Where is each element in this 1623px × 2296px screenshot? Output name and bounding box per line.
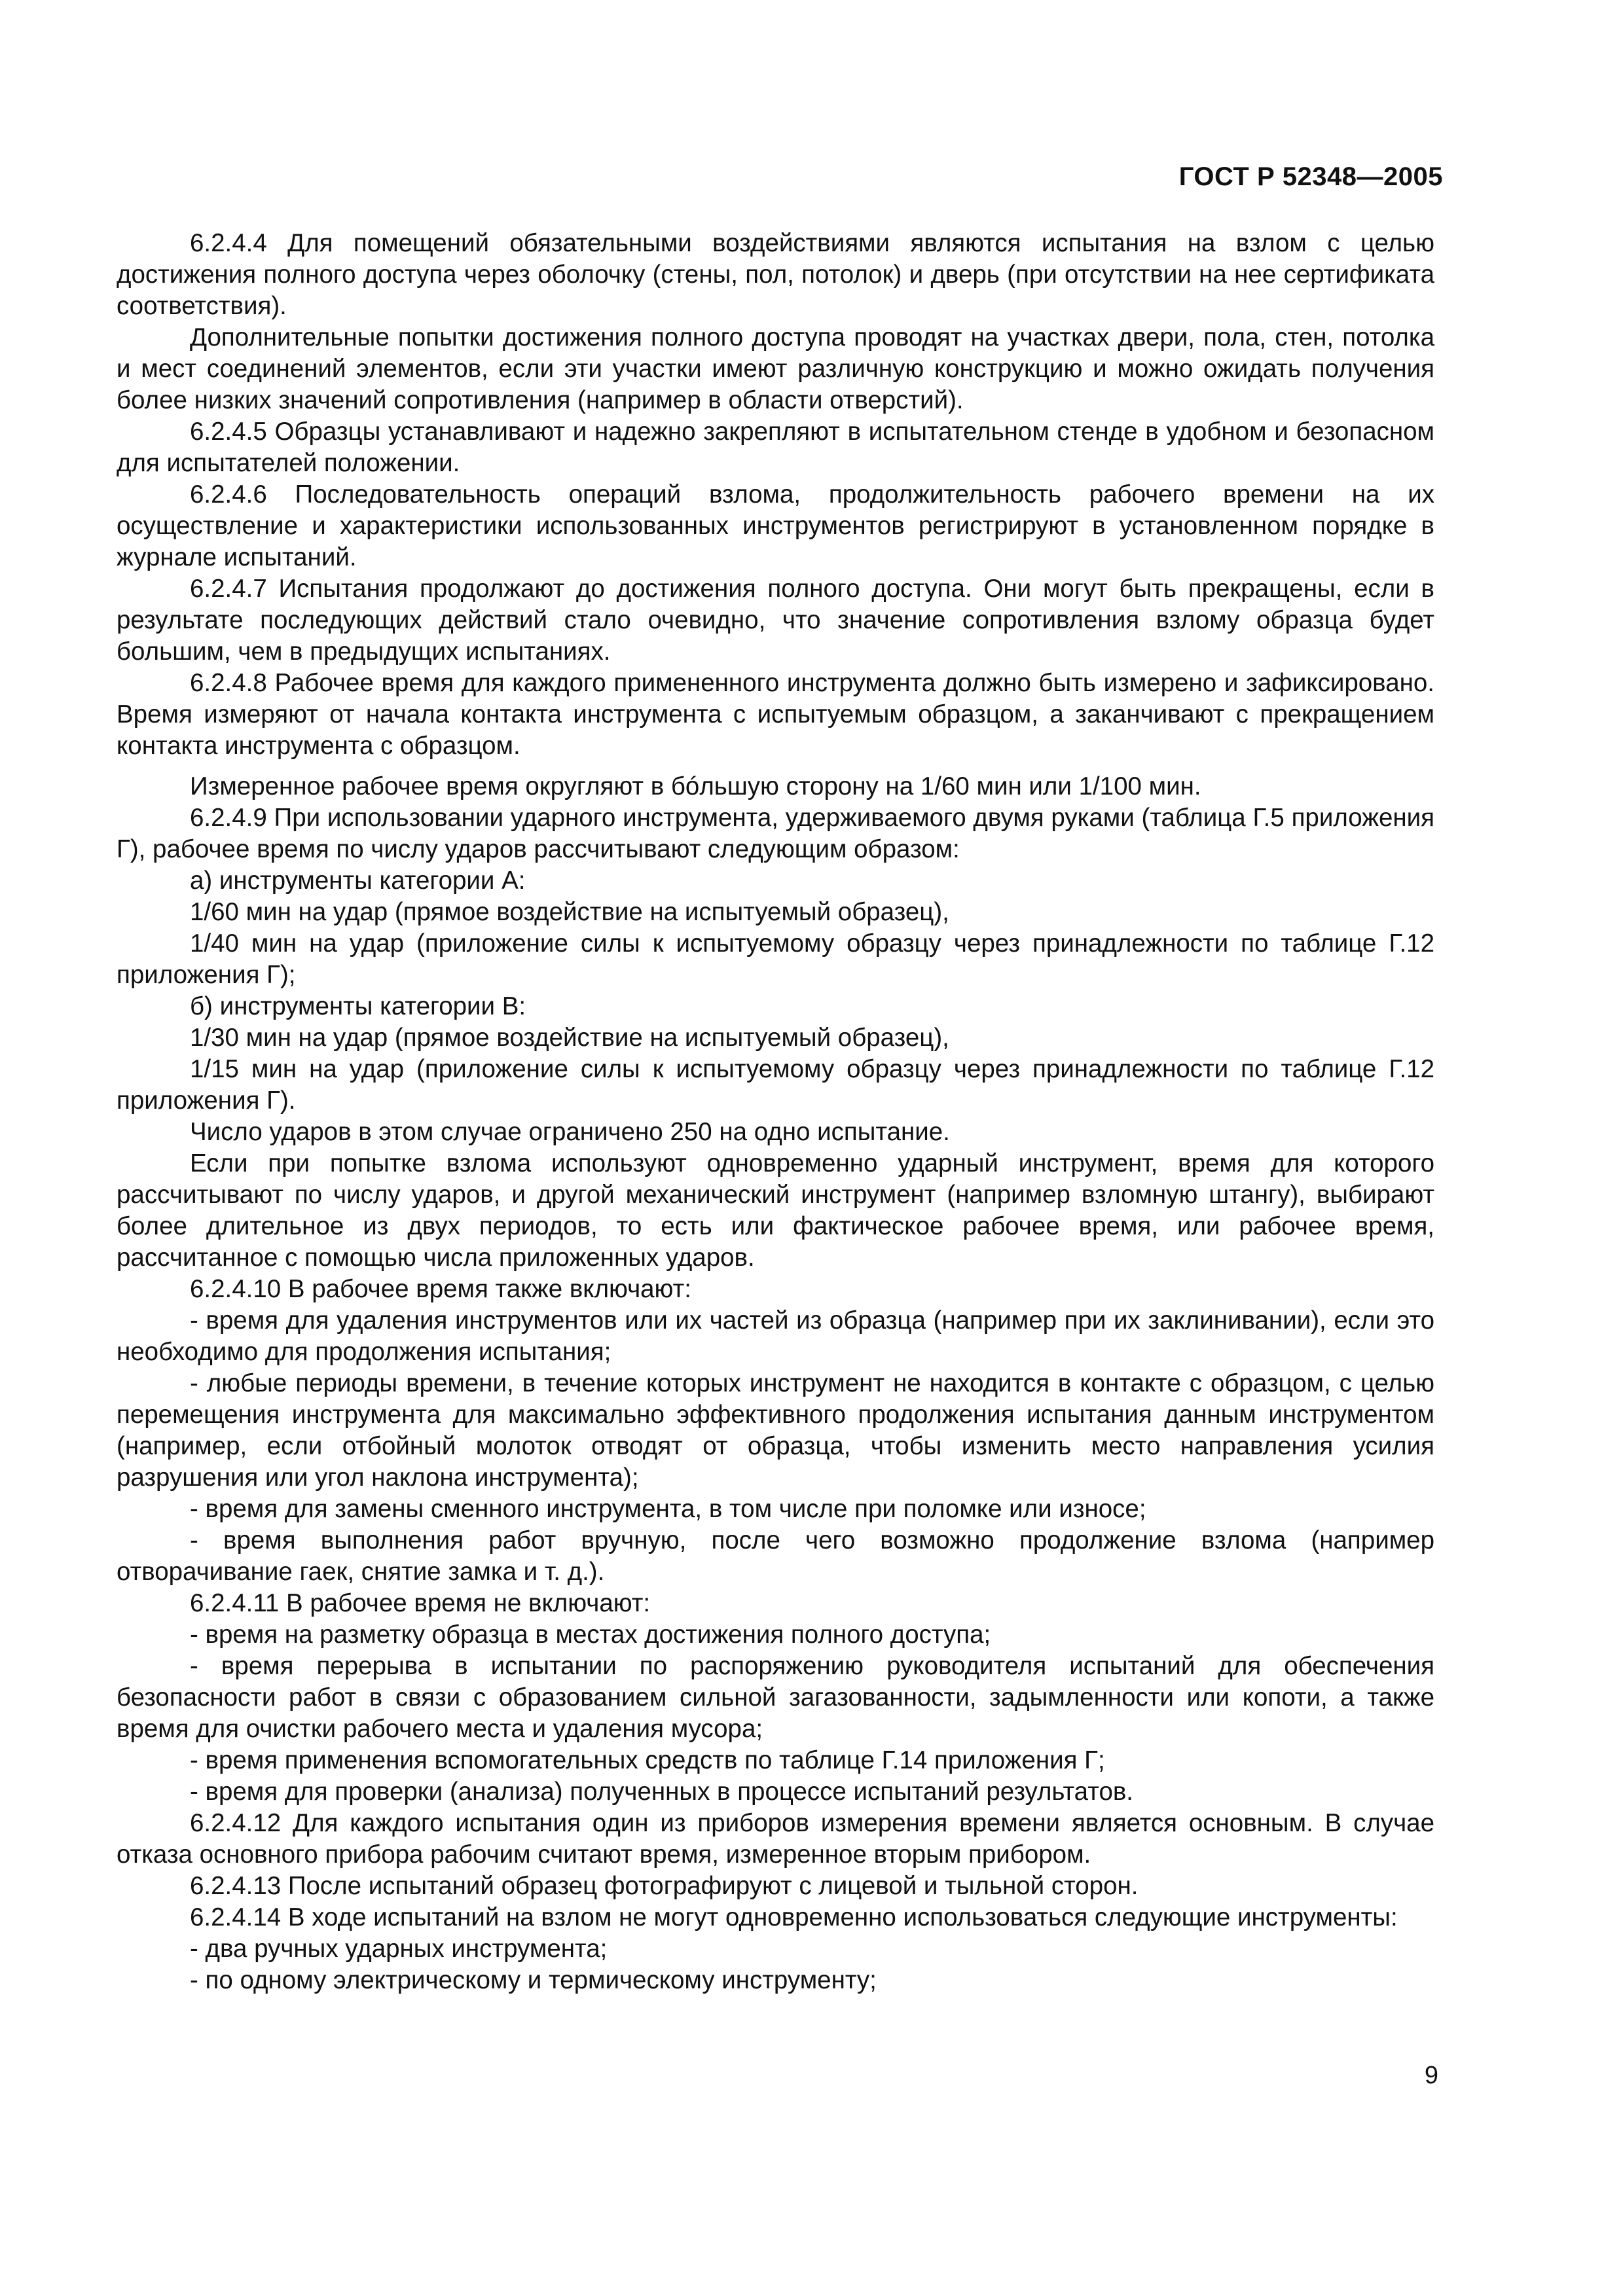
- page-number: 9: [1424, 2062, 1438, 2089]
- paragraph: 6.2.4.14 В ходе испытаний на взлом не могут одновременно использоваться следующие инструменты:: [190, 1903, 1398, 1931]
- document-body: [117, 228, 1434, 1996]
- list-item: а) инструменты категории А:: [190, 867, 526, 895]
- paragraph: 6.2.4.13 После испытаний образец фотографируют с лицевой и тыльной сторон.: [190, 1872, 1139, 1900]
- list-item: - любые периоды времени, в течение которых инструмент не находится в контакте с образцом, с целью перемещения инструмента для максимально эффективного продолжения испытания данным инструментом (например, если отбойный молоток отводят от образца, чтобы изменить место направления усилия разрушения или угол наклона инструмента);: [117, 1369, 1434, 1492]
- paragraph: Измеренное рабочее время округляют в бóльшую сторону на 1/60 мин или 1/100 мин.: [190, 772, 1201, 800]
- list-item: - время выполнения работ вручную, после чего возможно продолжение взлома (например отворачивание гаек, снятие замка и т. д.).: [117, 1526, 1434, 1586]
- paragraph: 6.2.4.9 При использовании ударного инструмента, удерживаемого двумя руками (таблица Г.5 приложения Г), рабочее время по числу ударов рассчитывают следующим образом:: [117, 804, 1434, 863]
- paragraph: 6.2.4.7 Испытания продолжают до достижения полного доступа. Они могут быть прекращены, если в результате последующих действий стало очевидно, что значение сопротивления взлому образца будет большим, чем в предыдущих испытаниях.: [117, 575, 1434, 666]
- list-item: - по одному электрическому и термическому инструменту;: [190, 1966, 877, 1994]
- paragraph: 6.2.4.8 Рабочее время для каждого примененного инструмента должно быть измерено и зафиксировано. Время измеряют от начала контакта инструмента с испытуемым образцом, а заканчивают с прекращением контакта инструмента с образцом.: [117, 669, 1434, 760]
- paragraph: Число ударов в этом случае ограничено 250 на одно испытание.: [190, 1118, 950, 1146]
- list-item: - время для удаления инструментов или их частей из образца (например при их заклинивании), если это необходимо для продолжения испытания;: [117, 1306, 1434, 1366]
- list-item: - время перерыва в испытании по распоряжению руководителя испытаний для обеспечения безопасности работ в связи с образованием сильной загазованности, задымленности или копоти, а также время для очистки рабочего места и удаления мусора;: [117, 1652, 1434, 1743]
- list-item: - время на разметку образца в местах достижения полного доступа;: [190, 1621, 991, 1649]
- list-item: - время для замены сменного инструмента, в том числе при поломке или износе;: [190, 1495, 1146, 1523]
- document-header: ГОСТ Р 52348—2005: [1178, 162, 1443, 191]
- paragraph: 6.2.4.4 Для помещений обязательными воздействиями являются испытания на взлом с целью достижения полного доступа через оболочку (стены, пол, потолок) и дверь (при отсутствии на нее сертификата соответствия).: [117, 229, 1434, 320]
- paragraph: Дополнительные попытки достижения полного доступа проводят на участках двери, пола, стен, потолка и мест соединений элементов, если эти участки имеют различную конструкцию и можно ожидать получения более низких значений сопротивления (например в области отверстий).: [117, 323, 1434, 414]
- paragraph: 6.2.4.10 В рабочее время также включают:: [190, 1275, 691, 1303]
- list-item: 1/60 мин на удар (прямое воздействие на испытуемый образец),: [190, 898, 949, 926]
- list-item: 1/15 мин на удар (приложение силы к испытуемому образцу через принадлежности по таблице Г.12 приложения Г).: [117, 1055, 1434, 1115]
- paragraph: Если при попытке взлома используют одновременно ударный инструмент, время для которого рассчитывают по числу ударов, и другой механический инструмент (например взломную штангу), выбирают более длительное из двух периодов, то есть или фактическое рабочее время, или рабочее время, рассчитанное с помощью числа приложенных ударов.: [117, 1149, 1434, 1272]
- list-item: 1/40 мин на удар (приложение силы к испытуемому образцу через принадлежности по таблице Г.12 приложения Г);: [117, 929, 1434, 989]
- list-item: б) инструменты категории В:: [190, 992, 526, 1020]
- list-item: - время применения вспомогательных средств по таблице Г.14 приложения Г;: [190, 1746, 1105, 1774]
- list-item: 1/30 мин на удар (прямое воздействие на испытуемый образец),: [190, 1024, 949, 1052]
- paragraph: 6.2.4.5 Образцы устанавливают и надежно закрепляют в испытательном стенде в удобном и безопасном для испытателей положении.: [117, 418, 1434, 477]
- list-item: - время для проверки (анализа) полученных в процессе испытаний результатов.: [190, 1778, 1134, 1806]
- list-item: - два ручных ударных инструмента;: [190, 1935, 608, 1963]
- paragraph: 6.2.4.6 Последовательность операций взлома, продолжительность рабочего времени на их осуществление и характеристики использованных инструментов регистрируют в установленном порядке в журнале испытаний.: [117, 480, 1434, 571]
- paragraph: 6.2.4.11 В рабочее время не включают:: [190, 1589, 651, 1617]
- paragraph: 6.2.4.12 Для каждого испытания один из приборов измерения времени является основным. В случае отказа основного прибора рабочим считают время, измеренное вторым прибором.: [117, 1809, 1434, 1869]
